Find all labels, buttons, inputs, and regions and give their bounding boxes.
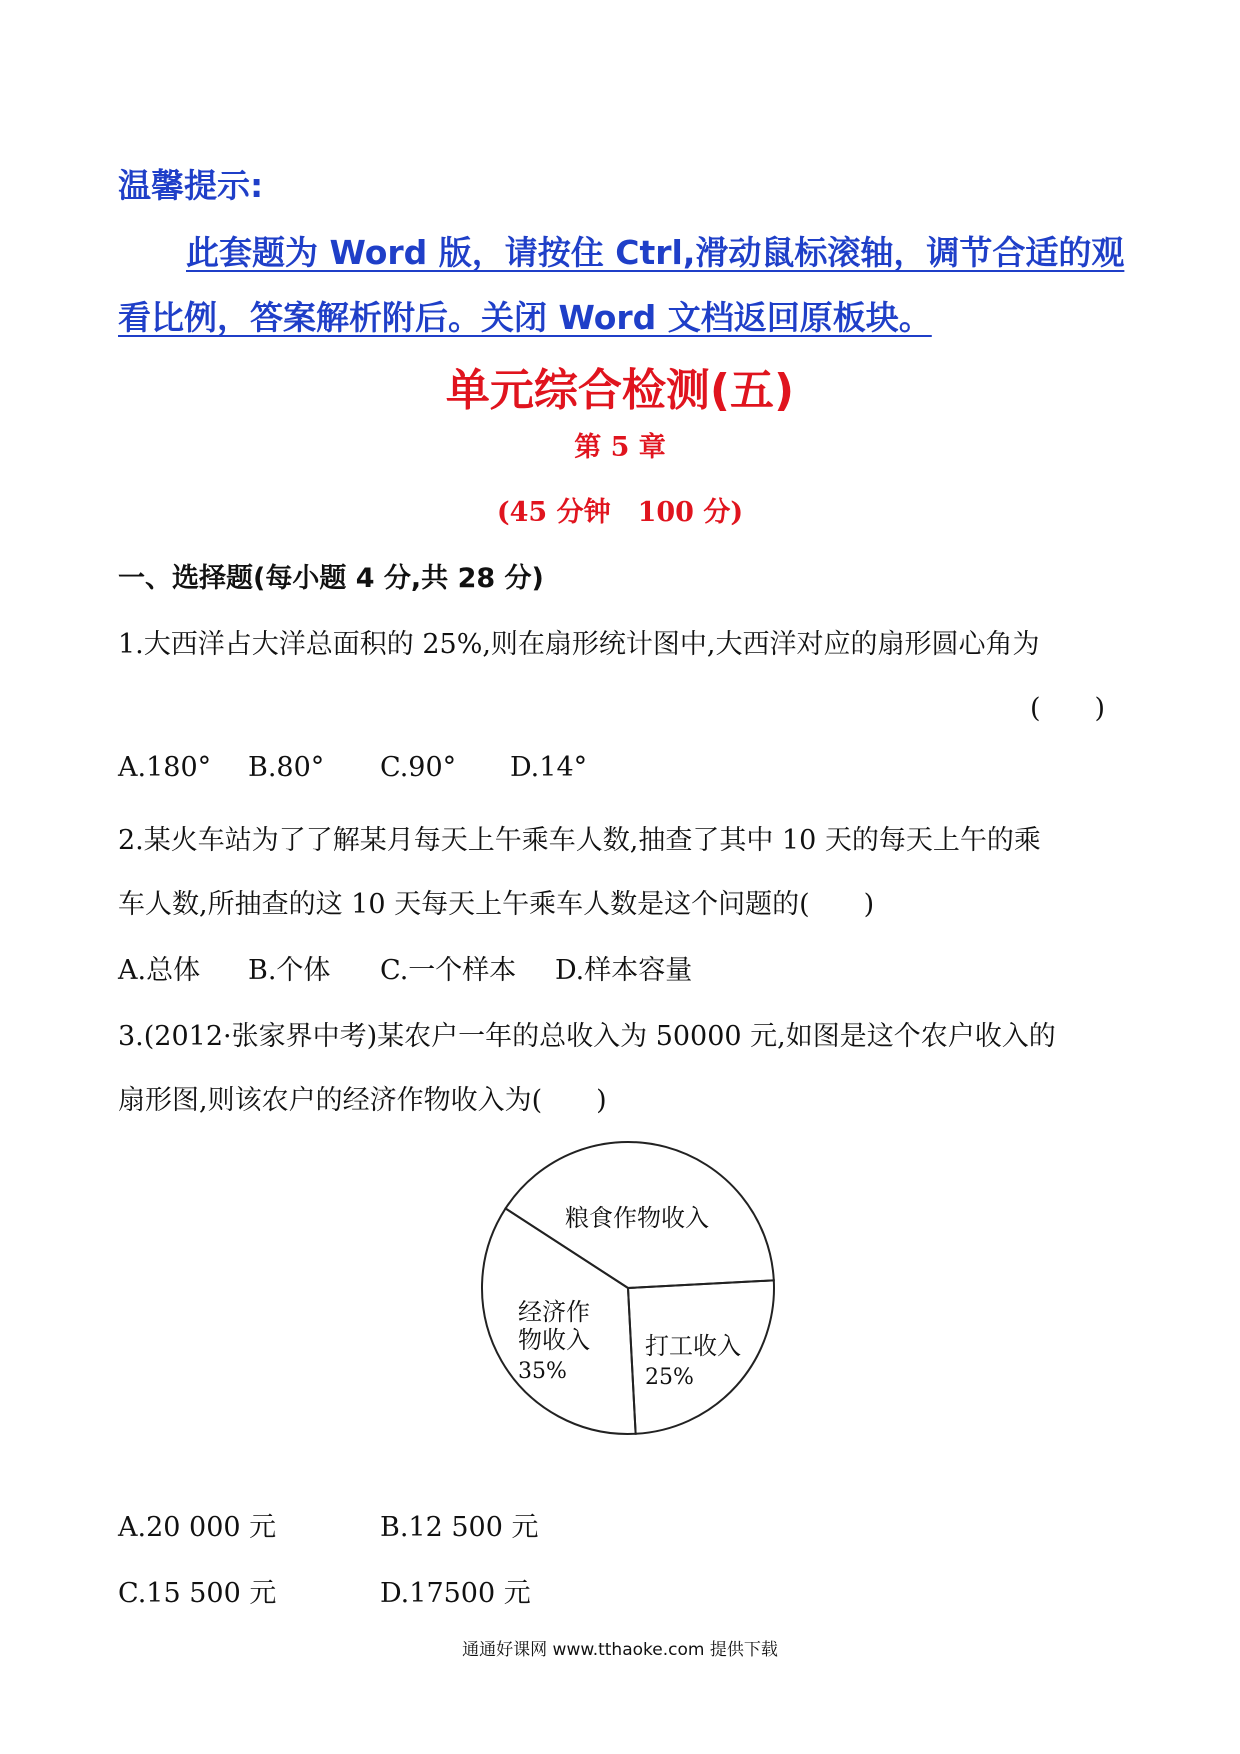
q1-option-c: C.90°: [380, 752, 457, 783]
q3-option-a: A.20 000 元: [118, 1512, 277, 1543]
q2-line-1: 2.某火车站为了了解某月每天上午乘车人数,抽查了其中 10 天的每天上午的乘: [118, 825, 1041, 856]
q3-option-c: C.15 500 元: [118, 1578, 277, 1609]
q2-line-2: 车人数,所抽查的这 10 天每天上午乘车人数是这个问题的( ): [118, 889, 875, 920]
q1-option-a: A.180°: [118, 752, 212, 783]
q3-line-1: 3.(2012·张家界中考)某农户一年的总收入为 50000 元,如图是这个农户收入的: [118, 1021, 1056, 1052]
duration-label: (45 分钟 100 分): [496, 497, 744, 528]
tip-line-1: 此套题为 Word 版，请按住 Ctrl,滑动鼠标滚轴，调节合适的观: [186, 233, 1125, 272]
q2-option-b: B.个体: [248, 955, 331, 986]
tip-heading: 温馨提示:: [118, 166, 264, 205]
page-title: 单元综合检测(五): [445, 365, 795, 416]
pie-value-labor: 25%: [645, 1365, 694, 1390]
q1-option-b: B.80°: [248, 752, 325, 783]
pie-svg: [470, 1122, 780, 1472]
pie-label-cash-crop-1: 经济作: [518, 1298, 590, 1326]
q3-option-d: D.17500 元: [380, 1578, 531, 1609]
pie-label-grain: 粮食作物收入: [565, 1204, 709, 1232]
income-pie-chart: [470, 1122, 780, 1472]
pie-value-cash-crop: 35%: [518, 1359, 567, 1384]
q2-option-a: A.总体: [118, 955, 201, 986]
q2-option-d: D.样本容量: [555, 955, 693, 986]
q1-option-d: D.14°: [510, 752, 588, 783]
pie-label-cash-crop-2: 物收入: [518, 1326, 590, 1354]
pie-label-labor: 打工收入: [645, 1332, 741, 1360]
page-footer: 通通好课网 www.tthaoke.com 提供下载: [462, 1640, 778, 1660]
q3-line-2: 扇形图,则该农户的经济作物收入为( ): [118, 1085, 607, 1116]
q1-answer-paren: ( ): [1030, 693, 1106, 724]
chapter-label: 第 5 章: [574, 432, 666, 463]
q1-stem: 1.大西洋占大洋总面积的 25%,则在扇形统计图中,大西洋对应的扇形圆心角为: [118, 629, 1040, 660]
q3-option-b: B.12 500 元: [380, 1512, 539, 1543]
q2-option-c: C.一个样本: [380, 955, 517, 986]
tip-line-2: 看比例，答案解析附后。关闭 Word 文档返回原板块。: [118, 298, 932, 337]
section-heading: 一、选择题(每小题 4 分,共 28 分): [118, 563, 544, 594]
